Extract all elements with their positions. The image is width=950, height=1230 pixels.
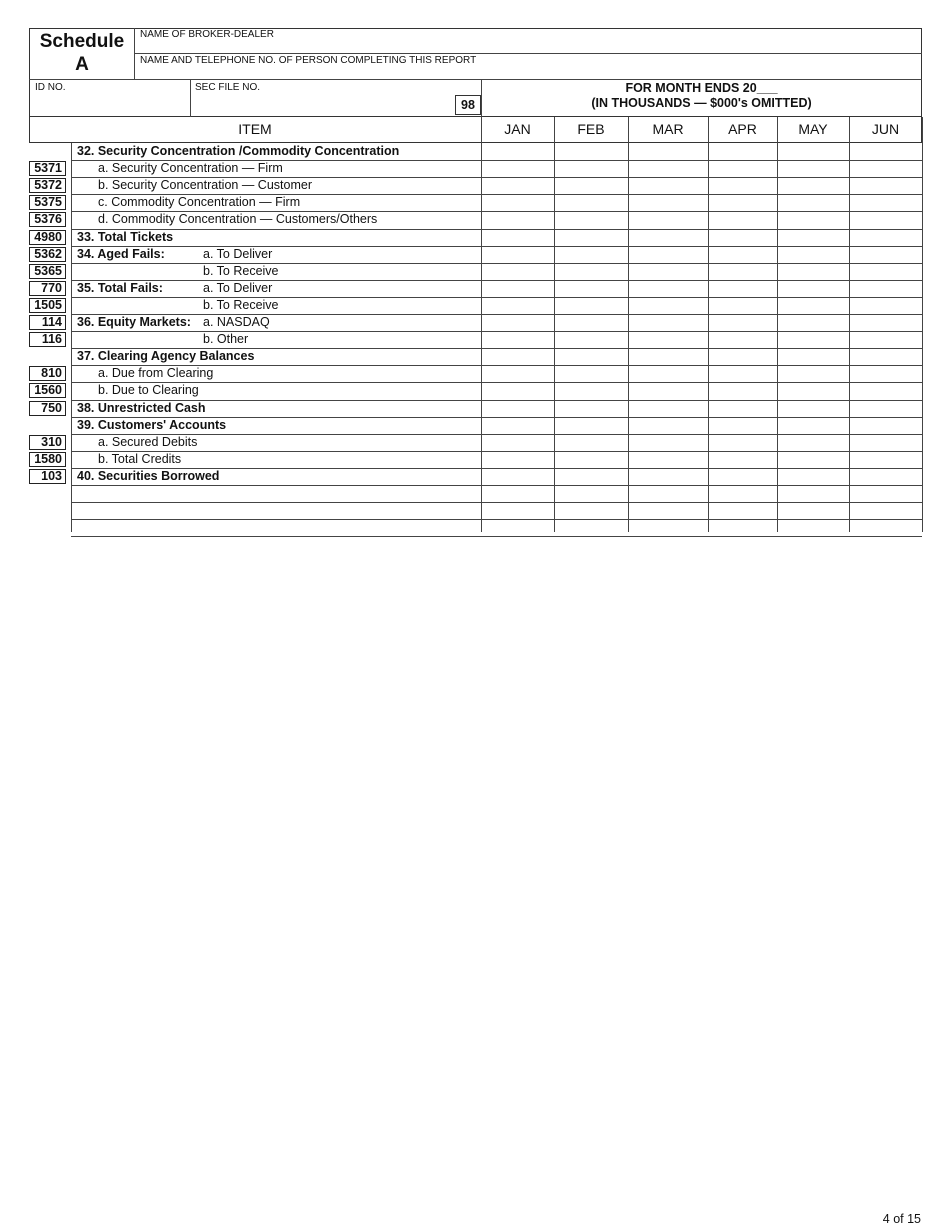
line-code: 770 <box>29 281 66 296</box>
row-divider <box>71 297 922 298</box>
form-code-box: 98 <box>455 95 481 115</box>
row-sub-label: a. NASDAQ <box>203 315 270 329</box>
month-header-jun: JUN <box>871 121 900 137</box>
row-divider <box>71 502 922 503</box>
item-header: ITEM <box>238 121 272 137</box>
person-label: NAME AND TELEPHONE NO. OF PERSON COMPLETING THIS REPORT <box>140 55 477 66</box>
row-label: 36. Equity Markets: <box>77 315 191 329</box>
row-sub-label: b. To Receive <box>203 264 279 278</box>
line-code: 4980 <box>29 230 66 245</box>
line-code: 103 <box>29 469 66 484</box>
line-code: 1560 <box>29 383 66 398</box>
line-code: 1505 <box>29 298 66 313</box>
row-divider <box>71 263 922 264</box>
row-label: 39. Customers' Accounts <box>77 418 227 432</box>
line-code: 5365 <box>29 264 66 279</box>
column-divider <box>849 117 850 532</box>
row-divider <box>71 331 922 332</box>
row-label: d. Commodity Concentration — Customers/Others <box>98 212 378 226</box>
line-code: 5375 <box>29 195 66 210</box>
row-label: 32. Security Concentration /Commodity Concentration <box>77 144 400 158</box>
row-divider <box>71 536 922 537</box>
line-code: 810 <box>29 366 66 381</box>
column-divider <box>481 117 482 532</box>
sec-file-label: SEC FILE NO. <box>195 82 261 93</box>
month-header-feb: FEB <box>577 121 605 137</box>
month-header-apr: APR <box>728 121 757 137</box>
month-header-mar: MAR <box>652 121 684 137</box>
line-code: 1580 <box>29 452 66 467</box>
column-divider <box>708 117 709 532</box>
schedule-title: Schedule A <box>39 31 125 75</box>
row-label: 35. Total Fails: <box>77 281 163 295</box>
page-number: 4 of 15 <box>882 1212 921 1226</box>
column-divider <box>777 117 778 532</box>
row-sub-label: b. To Receive <box>203 298 279 312</box>
line-code: 114 <box>29 315 66 330</box>
row-label: b. Total Credits <box>98 452 182 466</box>
month-ends-label: FOR MONTH ENDS 20___ <box>625 81 778 95</box>
month-header-jan: JAN <box>504 121 531 137</box>
row-label: a. Secured Debits <box>98 435 198 449</box>
row-label: a. Due from Clearing <box>98 366 214 380</box>
row-sub-label: b. Other <box>203 332 249 346</box>
item-left-border <box>71 143 72 532</box>
row-label: b. Due to Clearing <box>98 383 199 397</box>
row-label: 34. Aged Fails: <box>77 247 165 261</box>
line-code: 750 <box>29 401 66 416</box>
row-divider <box>71 246 922 247</box>
line-code: 5376 <box>29 212 66 227</box>
row-label: 38. Unrestricted Cash <box>77 401 206 415</box>
row-divider <box>71 314 922 315</box>
month-header-may: MAY <box>798 121 828 137</box>
line-code: 5372 <box>29 178 66 193</box>
row-divider <box>71 451 922 452</box>
row-label: b. Security Concentration — Customer <box>98 178 312 192</box>
row-label: 40. Securities Borrowed <box>77 469 220 483</box>
line-code: 5371 <box>29 161 66 176</box>
column-divider <box>922 117 923 532</box>
column-divider <box>628 117 629 532</box>
row-divider <box>71 434 922 435</box>
column-divider <box>554 117 555 532</box>
row-divider <box>71 485 922 486</box>
row-divider <box>71 229 922 230</box>
row-divider <box>71 280 922 281</box>
row-divider <box>71 519 922 520</box>
row-label: c. Commodity Concentration — Firm <box>98 195 301 209</box>
id-no-label: ID NO. <box>35 82 66 93</box>
row-sub-label: a. To Deliver <box>203 281 273 295</box>
line-code: 5362 <box>29 247 66 262</box>
line-code: 310 <box>29 435 66 450</box>
line-code: 116 <box>29 332 66 347</box>
row-sub-label: a. To Deliver <box>203 247 273 261</box>
thousands-note: (IN THOUSANDS — $000's OMITTED) <box>591 96 812 110</box>
broker-dealer-label: NAME OF BROKER-DEALER <box>140 29 274 40</box>
row-label: 33. Total Tickets <box>77 230 174 244</box>
row-label: a. Security Concentration — Firm <box>98 161 283 175</box>
row-label: 37. Clearing Agency Balances <box>77 349 255 363</box>
